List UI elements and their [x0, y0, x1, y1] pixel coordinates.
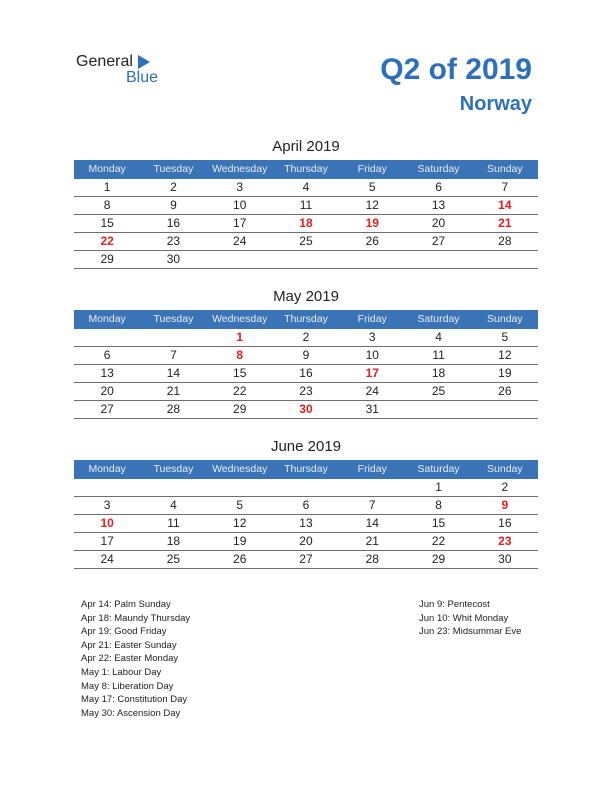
day-cell: 17	[100, 534, 114, 548]
day-cell: 29	[233, 402, 247, 416]
logo-flag-icon	[138, 55, 150, 69]
holiday-list-item: Jun 10: Whit Monday	[419, 612, 509, 624]
week-row	[74, 251, 538, 269]
weekday-label: Friday	[357, 163, 387, 175]
day-cell: 17	[365, 366, 379, 380]
weekday-label: Monday	[88, 313, 126, 325]
logo	[76, 53, 176, 89]
weekday-label: Sunday	[487, 313, 523, 325]
day-cell: 24	[100, 552, 114, 566]
day-cell: 24	[233, 234, 247, 248]
day-cell: 26	[498, 384, 512, 398]
month-calendar	[74, 288, 538, 419]
day-cell: 25	[166, 552, 181, 566]
day-cell: 26	[233, 552, 247, 566]
month-title: April 2019	[272, 138, 340, 155]
holiday-list-item: Apr 19: Good Friday	[81, 626, 167, 638]
day-cell: 16	[498, 516, 512, 530]
week-row	[74, 347, 538, 365]
day-cell: 21	[166, 384, 181, 398]
weekday-label: Saturday	[417, 313, 460, 325]
day-cell: 28	[365, 552, 379, 566]
day-cell: 20	[299, 534, 313, 548]
holiday-list-item: Jun 9: Pentecost	[419, 599, 490, 610]
month-calendar	[74, 438, 538, 569]
week-row	[74, 479, 538, 497]
day-cell: 30	[299, 402, 313, 416]
month-title: June 2019	[270, 438, 342, 455]
day-cell: 9	[170, 198, 177, 212]
holiday-list-item: Apr 18: Maundy Thursday	[81, 612, 191, 624]
day-cell	[140, 479, 206, 496]
weekday-label: Friday	[357, 463, 387, 475]
day-cell: 15	[100, 216, 114, 230]
weekday-label: Thursday	[284, 313, 328, 325]
day-cell: 23	[498, 534, 512, 548]
day-cell: 10	[365, 348, 379, 362]
weekday-label: Wednesday	[212, 163, 268, 175]
day-cell: 16	[299, 366, 313, 380]
weekday-header	[74, 310, 538, 329]
day-cell	[207, 479, 273, 496]
holiday-list-item: May 30: Ascension Day	[81, 707, 181, 719]
day-cell: 13	[299, 516, 313, 530]
day-cell	[339, 479, 405, 496]
day-cell: 7	[501, 180, 509, 194]
day-cell: 22	[431, 534, 446, 548]
holiday-list-item: May 17: Constitution Day	[81, 694, 188, 706]
day-cell: 5	[368, 180, 376, 194]
holiday-list-item: Jun 23: Midsummar Eve	[419, 626, 522, 638]
day-cell: 23	[299, 384, 313, 398]
weekday-label: Saturday	[417, 163, 460, 175]
day-cell	[74, 329, 140, 346]
week-row	[74, 233, 538, 251]
weekday-label: Tuesday	[153, 313, 194, 325]
day-cell: 18	[431, 366, 446, 380]
day-cell: 8	[435, 498, 442, 512]
day-cell: 22	[233, 384, 247, 398]
day-cell: 8	[103, 198, 111, 212]
day-cell: 11	[299, 198, 313, 212]
day-cell: 23	[166, 234, 181, 248]
month-title: May 2019	[273, 288, 339, 305]
day-cell: 3	[368, 330, 376, 344]
weekday-label: Thursday	[284, 463, 328, 475]
holiday-list-item: May 1: Labour Day	[81, 666, 162, 678]
week-row	[74, 533, 538, 551]
weekday-label: Monday	[88, 463, 126, 475]
day-cell: 3	[103, 498, 111, 512]
day-cell	[74, 479, 140, 496]
day-cell: 29	[100, 252, 114, 266]
day-cell: 28	[498, 234, 512, 248]
day-cell: 21	[365, 534, 379, 548]
day-cell: 15	[233, 366, 247, 380]
week-row	[74, 365, 538, 383]
day-cell: 19	[233, 534, 247, 548]
weekday-label: Tuesday	[153, 163, 194, 175]
day-cell: 25	[299, 234, 313, 248]
day-cell: 8	[236, 348, 244, 362]
week-row	[74, 401, 538, 419]
day-cell	[472, 401, 538, 418]
day-cell: 6	[103, 348, 111, 362]
weekday-label: Wednesday	[212, 313, 268, 325]
day-cell: 20	[431, 216, 446, 230]
day-cell: 27	[299, 552, 313, 566]
day-cell: 19	[365, 216, 379, 230]
weekday-label: Sunday	[487, 463, 523, 475]
day-cell	[140, 329, 206, 346]
day-cell: 12	[365, 198, 379, 212]
week-row	[74, 329, 538, 347]
day-cell: 11	[432, 348, 445, 362]
week-row	[74, 497, 538, 515]
holiday-list-item: Apr 22: Easter Monday	[81, 653, 179, 665]
day-cell: 4	[302, 180, 310, 194]
day-cell: 1	[236, 330, 244, 344]
day-cell: 7	[170, 348, 177, 362]
holiday-list-item: Apr 21: Easter Sunday	[81, 639, 177, 651]
week-row	[74, 515, 538, 533]
day-cell	[273, 251, 339, 268]
logo-general-text: General	[76, 53, 133, 70]
day-cell: 10	[100, 516, 114, 530]
day-cell: 31	[365, 402, 379, 416]
holiday-list-right	[419, 598, 521, 639]
day-cell: 28	[166, 402, 181, 416]
day-cell: 5	[501, 330, 509, 344]
holiday-list-item: Apr 14: Palm Sunday	[81, 599, 171, 610]
day-cell: 6	[435, 180, 442, 194]
day-cell: 4	[170, 498, 177, 512]
page-title: Q2 of 2019	[380, 53, 532, 86]
day-cell	[339, 251, 405, 268]
weekday-label: Sunday	[487, 163, 523, 175]
day-cell: 9	[302, 348, 310, 362]
weekday-header	[74, 460, 538, 479]
day-cell: 2	[501, 480, 509, 494]
day-cell: 21	[498, 216, 512, 230]
day-cell	[273, 479, 339, 496]
day-cell: 30	[166, 252, 181, 266]
day-cell: 26	[365, 234, 379, 248]
weekday-label: Monday	[88, 163, 126, 175]
day-cell: 30	[498, 552, 512, 566]
day-cell: 13	[100, 366, 114, 380]
weekday-label: Saturday	[417, 463, 460, 475]
weekday-label: Tuesday	[153, 463, 194, 475]
day-cell: 25	[431, 384, 446, 398]
day-cell: 1	[103, 180, 111, 194]
day-cell: 19	[498, 366, 512, 380]
day-cell: 2	[170, 180, 177, 194]
holiday-list-left	[81, 598, 190, 720]
day-cell: 18	[299, 216, 313, 230]
week-row	[74, 197, 538, 215]
day-cell	[405, 251, 471, 268]
day-cell: 29	[431, 552, 446, 566]
day-cell: 12	[498, 348, 512, 362]
day-cell: 10	[233, 198, 247, 212]
day-cell: 9	[501, 498, 509, 512]
day-cell: 12	[233, 516, 247, 530]
weekday-label: Wednesday	[212, 463, 268, 475]
weekday-header	[74, 160, 538, 179]
day-cell: 1	[435, 480, 442, 494]
day-cell: 3	[236, 180, 244, 194]
day-cell: 13	[431, 198, 446, 212]
day-cell: 14	[498, 198, 512, 212]
day-cell	[207, 251, 273, 268]
day-cell: 20	[100, 384, 114, 398]
day-cell: 18	[166, 534, 181, 548]
day-cell: 6	[302, 498, 310, 512]
day-cell: 22	[100, 234, 114, 248]
day-cell: 16	[166, 216, 181, 230]
day-cell: 14	[166, 366, 181, 380]
weekday-label: Friday	[357, 313, 387, 325]
week-row	[74, 179, 538, 197]
day-cell: 4	[435, 330, 442, 344]
day-cell: 14	[365, 516, 379, 530]
day-cell: 5	[236, 498, 244, 512]
day-cell: 27	[431, 234, 446, 248]
logo-blue-text: Blue	[126, 69, 159, 86]
day-cell	[405, 401, 471, 418]
day-cell: 17	[233, 216, 247, 230]
page-subtitle: Norway	[459, 93, 532, 115]
day-cell: 27	[100, 402, 114, 416]
week-row	[74, 215, 538, 233]
day-cell: 7	[368, 498, 376, 512]
week-row	[74, 551, 538, 569]
day-cell: 11	[167, 516, 180, 530]
weekday-label: Thursday	[284, 163, 328, 175]
holiday-list-item: May 8: Liberation Day	[81, 680, 174, 692]
day-cell	[472, 251, 538, 268]
week-row	[74, 383, 538, 401]
day-cell: 15	[431, 516, 446, 530]
month-calendar	[74, 138, 538, 269]
day-cell: 24	[365, 384, 379, 398]
day-cell: 2	[302, 330, 310, 344]
